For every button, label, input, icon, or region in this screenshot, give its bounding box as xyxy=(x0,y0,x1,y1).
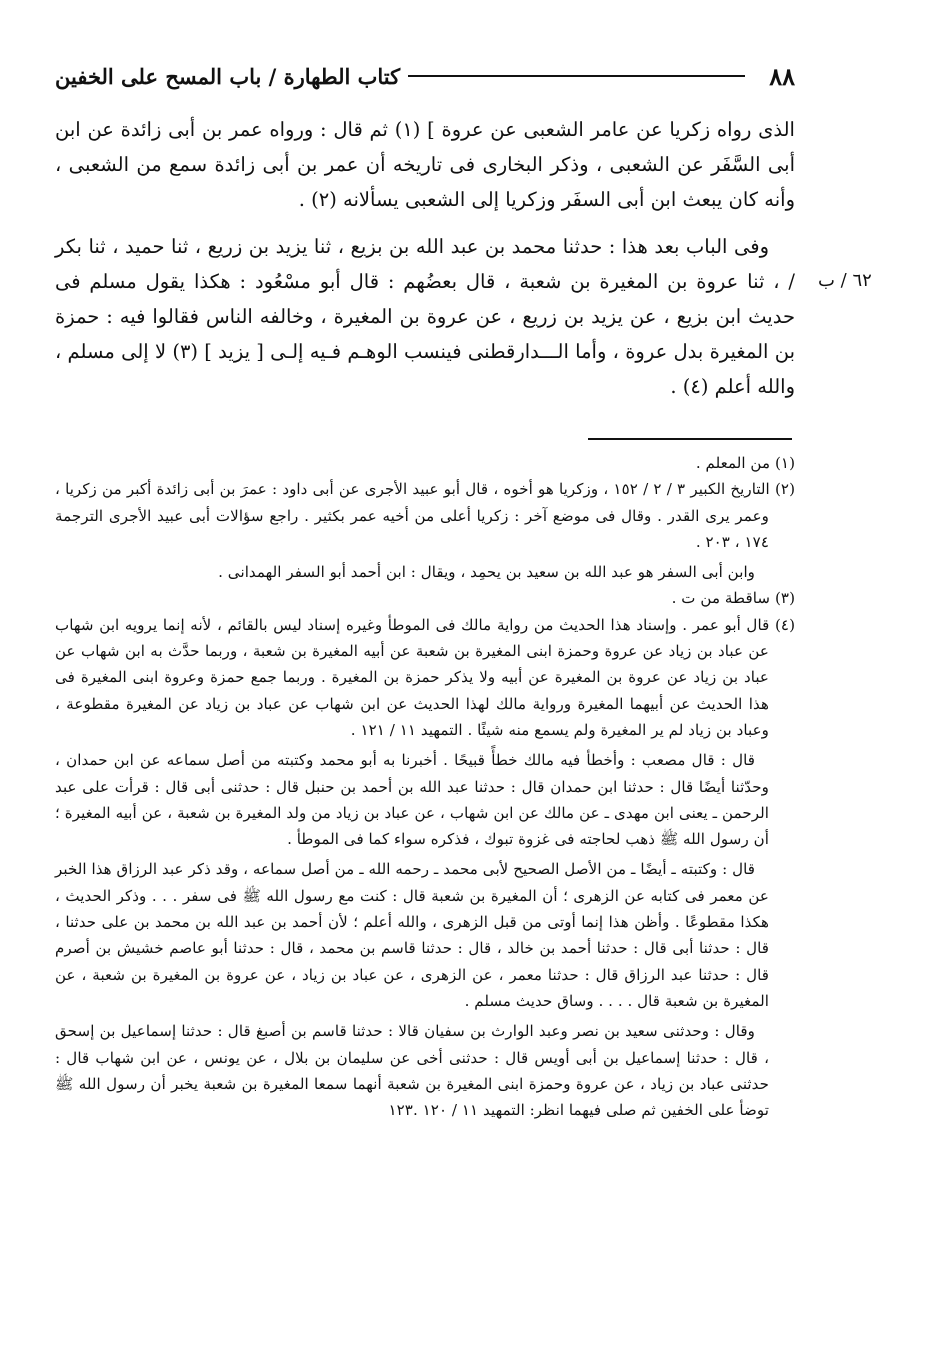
footnote-3: (٣) ساقطة من ت . xyxy=(671,589,795,608)
running-header xyxy=(55,58,795,94)
running-title: كتاب الطهارة / باب المسح على الخفين xyxy=(55,63,401,89)
footnote-4: (٤) قال أبو عمر . وإسناد هذا الحديث من رواية مالك فى الموطأ وغيره إسناد ليس بالقائم ، لأنه إنما يرويه ابن شهاب عن عباد بن زياد عن عروة وحمزة ابنى المغيرة بن شعبة عن أبيه المغيرة بن شعبة ، وربما حدَّث به ابن شهاب عن عباد بن زياد عن عروة بن المغيرة عن أبيه ولا يذكر حمزة بن المغيرة . وربما جمع حمزة وعروة ابنى المغيرة فى هذا الحديث عن أبيهما المغيرة ورواية مالك لهذا الحديث عن ابن شهاب عن عباد بن زياد عن المغيرة مقطوعة ، وعباد بن زياد لم ير المغيرة ولم يسمع منه شيئًا . التمهيد ١١ / ١٢١ . xyxy=(55,615,795,739)
footnotes xyxy=(55,450,795,1123)
footnote-1: (١) من المعلم . xyxy=(695,454,795,472)
footnote-4-paragraph-3: وقال : وحدثنى سعيد بن نصر وعبد الوارث بن سفيان قالا : حدثنا قاسم بن أصبغ قال : حدثنا إسماعيل بن إسحق ، قال : حدثنا إسماعيل بن أبى أويس قال : حدثنى أخى عن سليمان بن بلال ، عن يونس ، عن ابن شهاب قال : حدثنى عباد بن زياد ، عن عروة وحمزة ابنى المغيرة بن شعبة أنهما سمعا المغيرة بن شعبة يخبر أن رسول الله ﷺ توضأ على الخفين ثم صلى فيهما انظر: التمهيد ١١ / ١٢٠ .١٢٣ xyxy=(55,1022,769,1120)
paragraph-1: الذى رواه زكريا عن عامر الشعبى عن عروة ] (١) ثم قال : ورواه عمر بن أبى زائدة عن ابن أبى السَّفَر عن الشعبى ، وذكر البخارى فى تاريخه أن عمر بن أبى زائدة سمع من الشعبى ، وأنه كان يبعث ابن أبى السفَر وزكريا إلى الشعبى يسألانه (٢) . xyxy=(55,118,795,211)
footnote-4-paragraph-2: قال : وكتبته ـ أيضًا ـ من الأصل الصحيح لأبى محمد ـ رحمه الله ـ من أصل سماعه ، وقد ذكر عبد الرزاق هذا الخبر عن معمر فى كتابه عن الزهرى ؛ أن المغيرة بن شعبة قال : كنت مع رسول الله ﷺ فى سفر . . . وذكر الحديث ، هكذا مقطوعًا . وأظن هذا إنما أوتى من قبل الزهرى ، والله أعلم ؛ لأن أحمد بن عبد الله بن محمد بن على حدثنا ، قال : حدثنا أبى قال : حدثنا أحمد بن خالد ، قال : حدثنا قاسم بن محمد ، قال : حدثنا أبو عاصم خشيش بن أصرم قال : حدثنا عبد الرزاق قال : حدثنا معمر ، عن الزهرى ، عن عباد بن زياد ، عن عروة بن المغيرة بن شعبة ، عن المغيرة بن شعبة قال . . . . وساق حديث مسلم . xyxy=(55,860,769,1010)
footnote-2-continuation: وابن أبى السفر هو عبد الله بن سعيد بن يحمِد ، ويقال : ابن أحمد أبو السفر الهمدانى . xyxy=(218,563,755,582)
footnote-4-paragraph-1: قال : قال مصعب : وأخطأ فيه مالك خطأً قبيحًا . أخبرنا به أبو محمد وكتبته من أصل سماعه عن ابن حمدان ، وحدّثنا أيضًا قال : حدثنا ابن حمدان قال : حدثنا عبد الله بن أحمد بن حنبل قال : حدثنى أبى قال : قرأت على عبد الرحمن ـ يعنى ابن مهدى ـ عن مالك عن ابن شهاب ، عن عباد بن زياد من ولد المغيرة بن شعبة ، عن أبيه المغيرة ؛ أن رسول الله ﷺ ذهب لحاجته فى غزوة تبوك ، فذكره سواء كما فى الموطأ . xyxy=(55,751,769,849)
paragraph-2: وفى الباب بعد هذا : حدثنا محمد بن عبد الله بن بزيع ، ثنا يزيد بن زريع ، ثنا حميد ، ثنا بكر / ، ثنا عروة بن المغيرة بن شعبة ، قال بعضُهم : قال أبو مسْعُود : هكذا يقول مسلم فى حديث ابن بزيع ، عن يزيد بن زريع ، عن عروة بن المغيرة ، وخالفه الناس فقالوا فيه : حمزة بن المغيرة بدل عروة ، وأما الـــدارقطنى فينسب الوهـم فـيه إلـى [ يزيد ] (٣) لا إلى مسلم ، والله أعلم (٤) . xyxy=(55,235,795,398)
page-number: ٨٨ xyxy=(769,61,795,91)
main-text xyxy=(55,112,795,404)
footnote-2: (٢) التاريخ الكبير ٣ / ٢ / ١٥٢ ، وزكريا هو أخوه ، قال أبو عبيد الأجرى عن أبى داود : عمرَ بن أبى زائدة أكبر من زكريا ، وعمر يرى القدر . وقال فى موضع آخر : زكريا أعلى من أخيه عمر بكثير . راجع سؤالات أبى عبيد الأجرى الترجمة ١٧٤ ، ٢٠٣ . xyxy=(55,480,795,551)
footnote-separator xyxy=(588,438,792,440)
header-rule xyxy=(408,75,745,77)
manuscript-folio-marker: ٦٢ / ب xyxy=(818,270,872,291)
